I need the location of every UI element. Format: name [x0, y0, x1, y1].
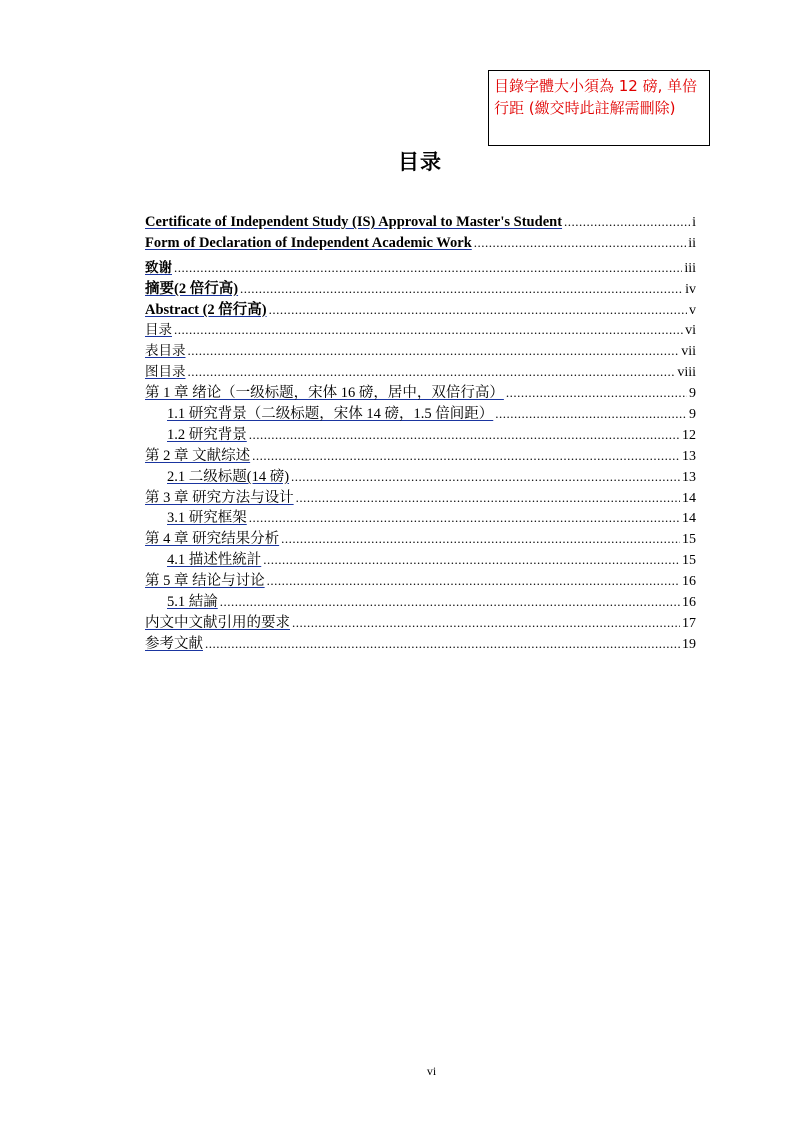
- toc-entry-section-1-2[interactable]: [145, 423, 696, 444]
- toc-leader-dots: [263, 552, 680, 568]
- toc-page-number: 9: [689, 407, 696, 423]
- toc-leader-dots: [281, 531, 680, 547]
- toc-page-number: 13: [682, 469, 696, 485]
- toc-leader-dots: [220, 594, 680, 610]
- toc-entry-label[interactable]: 3.1 研究框架: [167, 510, 247, 527]
- toc-leader-dots: [205, 636, 680, 652]
- toc-entry-chapter-5[interactable]: [145, 569, 696, 590]
- toc-page-number: 17: [682, 615, 696, 631]
- toc-entry-contents[interactable]: [145, 318, 696, 339]
- toc-entry-label[interactable]: 目录: [145, 322, 172, 339]
- toc-entry-declaration-form[interactable]: [145, 235, 696, 256]
- toc-entry-acknowledgement[interactable]: [145, 256, 696, 277]
- toc-leader-dots: [252, 448, 680, 464]
- toc-page-number: iv: [685, 281, 696, 297]
- toc-page-number: 19: [682, 636, 696, 652]
- toc-entry-references[interactable]: [145, 632, 696, 653]
- toc-entry-section-2-1[interactable]: [145, 465, 696, 486]
- table-of-contents: [145, 214, 696, 653]
- toc-entry-label[interactable]: 第 2 章 文献综述: [145, 447, 251, 464]
- toc-entry-label[interactable]: 第 5 章 结论与讨论: [145, 573, 265, 590]
- toc-page-number: i: [692, 215, 696, 230]
- toc-entry-chapter-3[interactable]: [145, 486, 696, 507]
- toc-entry-chapter-4[interactable]: [145, 527, 696, 548]
- toc-leader-dots: [292, 615, 680, 631]
- toc-entry-label[interactable]: Form of Declaration of Independent Academic Work: [145, 234, 472, 251]
- toc-leader-dots: [188, 364, 676, 380]
- toc-page-number: viii: [677, 365, 696, 381]
- toc-entry-label[interactable]: 4.1 描述性統計: [167, 552, 262, 569]
- toc-entry-section-3-1[interactable]: [145, 506, 696, 527]
- toc-leader-dots: [269, 302, 687, 318]
- toc-entry-label[interactable]: 2.1 二级标题(14 磅): [167, 468, 290, 485]
- toc-entry-label[interactable]: 表目录: [145, 343, 186, 360]
- toc-leader-dots: [474, 235, 686, 251]
- toc-entry-label[interactable]: 5.1 結論: [167, 594, 218, 611]
- toc-entry-section-5-1[interactable]: [145, 590, 696, 611]
- toc-leader-dots: [249, 510, 680, 526]
- toc-page-number: vii: [681, 344, 696, 360]
- toc-entry-label[interactable]: 内文中文献引用的要求: [145, 614, 290, 631]
- toc-entry-chinese-abstract[interactable]: [145, 277, 696, 298]
- toc-page-number: 15: [682, 553, 696, 569]
- toc-entry-label[interactable]: Abstract (2 倍行高): [145, 301, 267, 318]
- toc-entry-chapter-2[interactable]: [145, 444, 696, 465]
- toc-page-number: 16: [682, 574, 696, 590]
- toc-entry-section-4-1[interactable]: [145, 548, 696, 569]
- toc-leader-dots: [495, 406, 687, 422]
- toc-entry-label[interactable]: 摘要(2 倍行高): [145, 280, 239, 297]
- toc-page-number: 13: [682, 448, 696, 464]
- toc-entry-label[interactable]: 第 3 章 研究方法与设计: [145, 489, 294, 506]
- toc-page-number: 9: [689, 386, 696, 402]
- toc-page-number: 16: [682, 595, 696, 611]
- toc-leader-dots: [240, 281, 683, 297]
- toc-page-number: vi: [685, 323, 696, 339]
- toc-page-number: 14: [682, 490, 696, 506]
- toc-entry-section-1-1[interactable]: [145, 402, 696, 423]
- toc-entry-label[interactable]: 1.1 研究背景（二级标题，宋体 14 磅，1.5 倍间距）: [167, 406, 494, 423]
- toc-leader-dots: [249, 427, 680, 443]
- toc-leader-dots: [174, 260, 682, 276]
- toc-leader-dots: [564, 214, 690, 230]
- toc-leader-dots: [174, 322, 683, 338]
- toc-entry-label[interactable]: 第 1 章 绪论（一级标题，宋体 16 磅，居中，双倍行高）: [145, 385, 504, 402]
- toc-entry-list-of-tables[interactable]: [145, 339, 696, 360]
- toc-entry-label[interactable]: 参考文献: [145, 635, 203, 652]
- toc-leader-dots: [291, 469, 680, 485]
- toc-entry-list-of-figures[interactable]: [145, 360, 696, 381]
- page-title: 目录: [398, 150, 442, 174]
- toc-leader-dots: [506, 385, 687, 401]
- toc-entry-chapter-1[interactable]: [145, 381, 696, 402]
- toc-entry-certificate[interactable]: [145, 214, 696, 235]
- toc-entry-english-abstract[interactable]: [145, 298, 696, 319]
- toc-entry-label[interactable]: Certificate of Independent Study (IS) Approval to Master's Student: [145, 214, 563, 230]
- annotation-note-box: 目錄字體大小須為 12 磅, 单倍行距 (繳交時此註解需刪除): [488, 70, 710, 146]
- toc-page-number: v: [689, 302, 696, 318]
- toc-entry-label[interactable]: 致谢: [145, 259, 172, 276]
- footer-page-number: vi: [426, 1064, 437, 1078]
- toc-entry-label[interactable]: 1.2 研究背景: [167, 426, 247, 443]
- toc-entry-citation-requirements[interactable]: [145, 611, 696, 632]
- toc-page-number: 15: [682, 532, 696, 548]
- toc-leader-dots: [267, 573, 680, 589]
- toc-entry-label[interactable]: 第 4 章 研究结果分析: [145, 531, 280, 548]
- toc-page-number: ii: [688, 235, 696, 251]
- toc-entry-label[interactable]: 图目录: [145, 364, 186, 381]
- toc-page-number: iii: [684, 260, 696, 276]
- toc-page-number: 14: [682, 511, 696, 527]
- toc-leader-dots: [296, 490, 680, 506]
- toc-page-number: 12: [682, 427, 696, 443]
- toc-leader-dots: [188, 343, 680, 359]
